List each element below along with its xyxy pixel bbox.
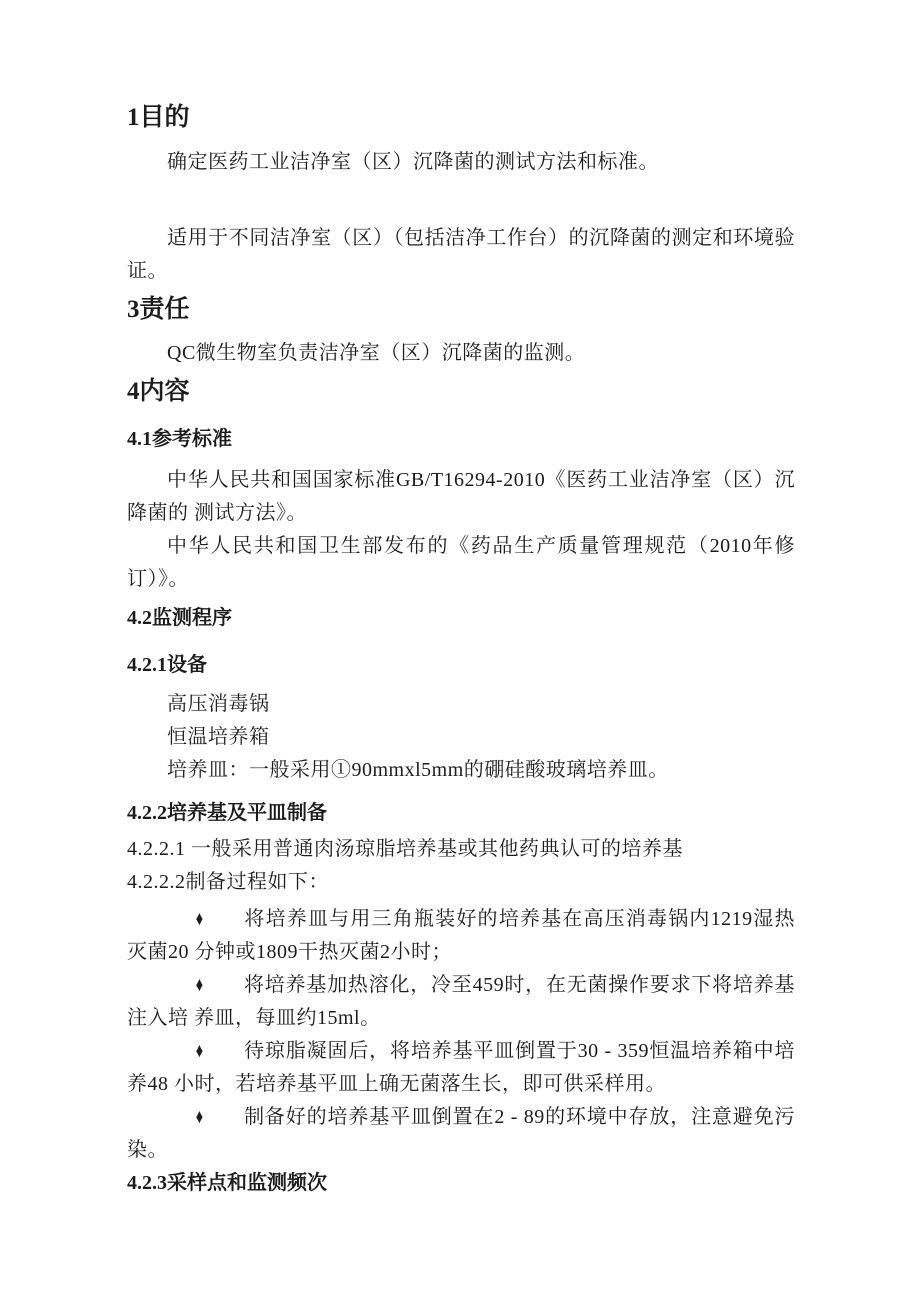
equipment-item-petri-dish: 培养皿：一般采用①90mmxl5mm的硼硅酸玻璃培养皿。 xyxy=(167,759,669,781)
diamond-bullet-icon: ♦ xyxy=(195,974,204,996)
para-reference-gb-standard: 中华人民共和国国家标准GB/T16294-2010《医药工业洁净室（区）沉降菌的 测试方法》。 xyxy=(127,469,795,524)
bullet-text: 将培养基加热溶化，冷至459时，在无菌操作要求下将培养基注入培 养皿，每皿约15ml。 xyxy=(127,974,795,1029)
heading-responsibility: 3责任 xyxy=(127,296,190,323)
bullet-text: 将培养皿与用三角瓶装好的培养基在高压消毒锅内1219湿热灭菌20 分钟或1809干热灭菌2小时； xyxy=(127,908,795,963)
bullet-item-sterilize xyxy=(127,903,795,969)
para-prep-process-intro: 4.2.2.2制备过程如下： xyxy=(127,871,329,893)
diamond-bullet-icon: ♦ xyxy=(195,1040,204,1062)
diamond-bullet-icon: ♦ xyxy=(195,1106,204,1128)
heading-media-plate-prep: 4.2.2培养基及平皿制备 xyxy=(127,802,327,824)
heading-reference-standards: 4.1参考标准 xyxy=(127,428,232,450)
equipment-item-incubator: 恒温培养箱 xyxy=(167,726,270,748)
bullet-item-incubate-check xyxy=(127,1035,795,1101)
bullet-text: 待琼脂凝固后，将培养基平皿倒置于30 - 359恒温培养箱中培养48 小时，若培养基平皿上确无菌落生长，即可供采样用。 xyxy=(127,1040,795,1095)
diamond-bullet-icon: ♦ xyxy=(195,908,204,930)
heading-content: 4内容 xyxy=(127,378,190,405)
bullet-item-storage xyxy=(127,1101,795,1167)
heading-monitoring-procedure: 4.2监测程序 xyxy=(127,607,232,629)
para-reference-gmp: 中华人民共和国卫生部发布的《药品生产质量管理规范（2010年修订）》。 xyxy=(127,535,795,590)
para-media-type: 4.2.2.1 一般采用普通肉汤琼脂培养基或其他药典认可的培养基 xyxy=(127,838,683,860)
bullet-text: 制备好的培养基平皿倒置在2 - 89的环境中存放，注意避免污染。 xyxy=(127,1106,795,1161)
para-scope: 适用于不同洁净室（区）（包括洁净工作台）的沉降菌的测定和环境验证。 xyxy=(127,227,795,282)
heading-equipment: 4.2.1设备 xyxy=(127,654,207,676)
heading-purpose: 1目的 xyxy=(127,104,190,131)
heading-sampling-points: 4.2.3采样点和监测频次 xyxy=(127,1172,327,1194)
equipment-item-autoclave: 高压消毒锅 xyxy=(167,693,270,715)
para-responsibility: QC微生物室负责洁净室（区）沉降菌的监测。 xyxy=(167,342,586,364)
bullet-item-pour-plates xyxy=(127,969,795,1035)
para-purpose: 确定医药工业洁净室（区）沉降菌的测试方法和标准。 xyxy=(167,151,659,173)
